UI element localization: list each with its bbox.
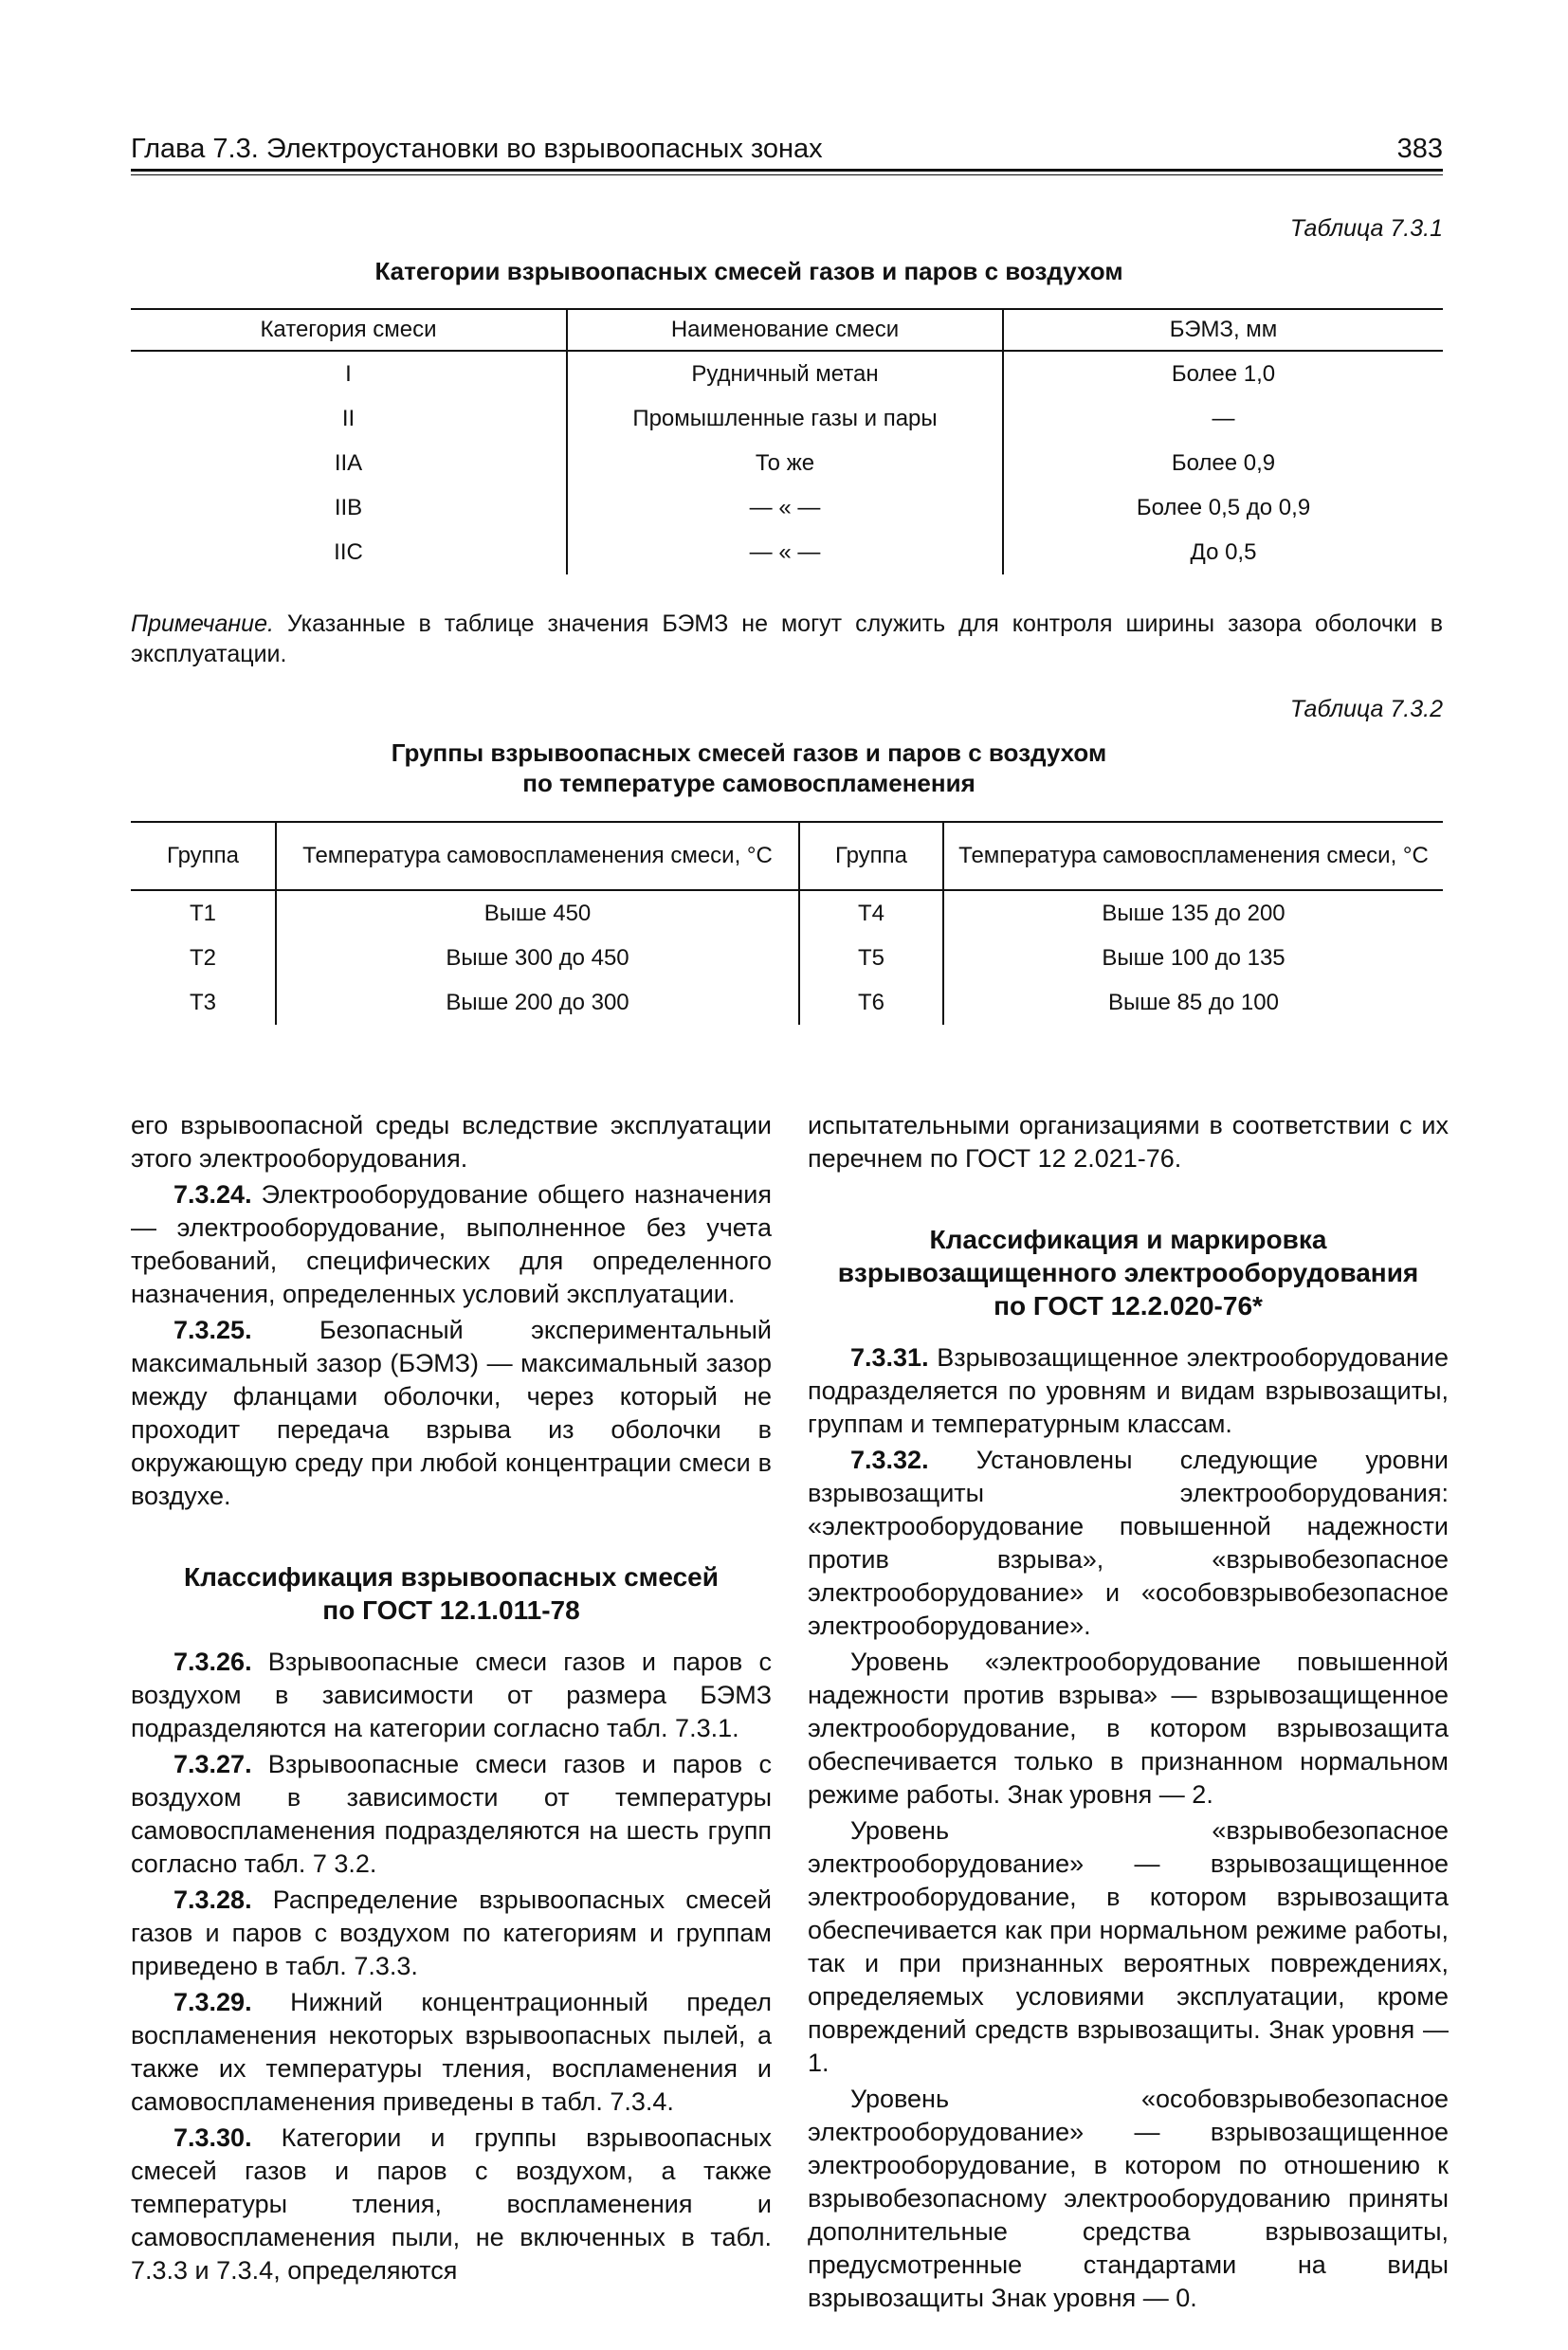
section-heading-line: по ГОСТ 12.2.020-76*	[994, 1291, 1263, 1321]
note-text: Указанные в таблице значения БЭМЗ не могут служить для контроля ширины зазора оболочки в эксплуатации.	[131, 610, 1443, 667]
running-header	[131, 133, 1443, 165]
table-cell: Выше 300 до 450	[276, 936, 799, 980]
table-2-title-line: Группы взрывоопасных смесей газов и паров с воздухом	[391, 738, 1107, 767]
table-cell: Более 0,5 до 0,9	[1003, 485, 1443, 530]
table-cell: —	[1003, 396, 1443, 441]
table-cell: T6	[799, 980, 943, 1025]
table-cell: Более 1,0	[1003, 351, 1443, 396]
paragraph	[131, 1646, 772, 1745]
paragraph	[131, 1986, 772, 2119]
table-row	[131, 441, 1443, 485]
header-rule	[131, 169, 1443, 172]
table-cell: T4	[799, 890, 943, 936]
table-cell: IIA	[334, 449, 363, 476]
table-2-title	[131, 738, 1443, 798]
section-heading	[131, 1560, 772, 1627]
table-1-col-header: БЭМЗ, мм	[1003, 309, 1443, 351]
table-cell: Выше 450	[276, 890, 799, 936]
table-cell: Выше 135 до 200	[943, 890, 1443, 936]
paragraph: испытательными организациями в соответствии с их перечнем по ГОСТ 12 2.021-76.	[808, 1111, 1449, 1173]
table-1-label: Таблица 7.3.1	[1289, 215, 1443, 242]
table-row	[131, 351, 1443, 396]
paragraph	[808, 1341, 1449, 1441]
clause-number: 7.3.29.	[173, 1988, 252, 2016]
clause-text: Электрооборудование общего назначения — электрооборудование, выполненное без учета требований, специфических для определенного назначения, определенных условий эксплуатации.	[131, 1180, 772, 1308]
section-heading-line: взрывозащищенного электрооборудования	[837, 1258, 1419, 1287]
table-2-col-header: Температура самовоспламенения смеси, °С	[943, 822, 1443, 890]
paragraph: Уровень «взрывобезопасное электрооборудование» — взрывозащищенное электрооборудование, в котором взрывозащита обеспечивается как при нормальном режиме работы, так и при признанных вероятных повреждениях, определяемых условиями эксплуатации, кроме повреждений средств взрывозащиты. Знак уровня — 1.	[808, 1816, 1449, 2077]
section-heading-line: Классификация взрывоопасных смесей	[184, 1562, 719, 1592]
table-2-col-header: Группа	[799, 822, 943, 890]
table-1-title: Категории взрывоопасных смесей газов и паров с воздухом	[374, 257, 1123, 285]
paragraph	[808, 1444, 1449, 1643]
table-cell: Рудничный метан	[567, 351, 1003, 396]
table-cell: T2	[189, 944, 216, 971]
clause-number: 7.3.26.	[173, 1648, 252, 1676]
table-1-header-row	[131, 309, 1443, 351]
clause-text: Нижний концентрационный предел воспламенения некоторых взрывоопасных пылей, а также их температуры тления, воспламенения и самовоспламенения приведены в табл. 7.3.4.	[131, 1988, 772, 2116]
clause-number: 7.3.31.	[850, 1343, 929, 1372]
paragraph	[131, 1314, 772, 1513]
table-cell: T1	[189, 900, 216, 926]
table-cell: — « —	[567, 485, 1003, 530]
clause-text: Распределение взрывоопасных смесей газов и паров с воздухом по категориям и группам приведено в табл. 7.3.3.	[131, 1885, 772, 1980]
table-cell: T3	[189, 989, 216, 1015]
clause-text: Категории и группы взрывоопасных смесей газов и паров с воздухом, а также температуры тления, воспламенения и самовоспламенения пыли, не включенных в табл. 7.3.3 и 7.3.4, определяются	[131, 2123, 772, 2285]
table-row	[131, 485, 1443, 530]
clause-text: Взрывозащищенное электрооборудование подразделяется по уровням и видам взрывозащиты, группам и температурным классам.	[808, 1343, 1449, 1438]
clause-text: Безопасный экспериментальный максимальный зазор (БЭМЗ) — максимальный зазор между фланцами оболочки, через который не проходит передача взрыва из оболочки в окружающую среду при любой концентрации смеси в воздухе.	[131, 1316, 772, 1510]
left-column	[131, 1109, 772, 2287]
table-cell: T5	[799, 936, 943, 980]
paragraph	[131, 1884, 772, 1983]
clause-number: 7.3.24.	[173, 1180, 252, 1209]
clause-number: 7.3.28.	[173, 1885, 252, 1914]
table-2	[131, 821, 1443, 1025]
header-rule-thin	[131, 174, 1443, 175]
paragraph: Уровень «особовзрывобезопасное электрооборудование» — взрывозащищенное электрооборудование, в котором по отношению к взрывобезопасному электрооборудованию приняты дополнительные средства взрывозащиты, предусмотренные стандартами на виды взрывозащиты Знак уровня — 0.	[808, 2085, 1449, 2312]
table-row	[131, 530, 1443, 574]
table-cell: Выше 100 до 135	[943, 936, 1443, 980]
paragraph	[131, 1178, 772, 1311]
table-2-col-header: Температура самовоспламенения смеси, °С	[276, 822, 799, 890]
table-row	[131, 396, 1443, 441]
table-2-col-header: Группа	[131, 822, 276, 890]
section-heading-line: по ГОСТ 12.1.011-78	[322, 1595, 580, 1625]
section-heading-line: Классификация и маркировка	[929, 1225, 1327, 1254]
table-cell: Выше 200 до 300	[276, 980, 799, 1025]
table-2-header-row	[131, 822, 1443, 890]
table-1-col-header: Наименование смеси	[567, 309, 1003, 351]
clause-number: 7.3.32.	[850, 1446, 929, 1474]
table-cell: Более 0,9	[1003, 441, 1443, 485]
table-2-label: Таблица 7.3.2	[1289, 696, 1443, 722]
chapter-title: Глава 7.3. Электроустановки во взрывоопасных зонах	[131, 134, 823, 164]
table-row	[131, 890, 1443, 936]
paragraph	[131, 2122, 772, 2287]
table-cell: IIC	[334, 538, 363, 565]
table-cell: I	[345, 360, 352, 387]
table-1	[131, 308, 1443, 574]
clause-text: Установлены следующие уровни взрывозащиты электрооборудования: «электрооборудование повышенной надежности против взрыва», «взрывобезопасное электрооборудование» и «особовзрывобезопасное электрооборудование».	[808, 1446, 1449, 1640]
paragraph: Уровень «электрооборудование повышенной надежности против взрыва» — взрывозащищенное электрооборудование, в котором взрывозащита обеспечивается только в признанном нормальном режиме работы. Знак уровня — 2.	[808, 1648, 1449, 1809]
right-column	[808, 1109, 1449, 2315]
note-label: Примечание.	[131, 610, 274, 637]
table-cell: IIB	[334, 494, 363, 520]
table-cell: То же	[567, 441, 1003, 485]
section-heading	[808, 1223, 1449, 1322]
table-row	[131, 936, 1443, 980]
table-2-title-line: по температуре самовоспламенения	[522, 769, 975, 797]
table-cell: Промышленные газы и пары	[567, 396, 1003, 441]
paragraph	[131, 1748, 772, 1881]
page-number: 383	[1396, 134, 1443, 164]
table-1-col-header: Категория смеси	[131, 309, 567, 351]
clause-number: 7.3.27.	[173, 1750, 252, 1778]
table-cell: — « —	[567, 530, 1003, 574]
clause-text: Взрывоопасные смеси газов и паров с воздухом в зависимости от температуры самовоспламенения подразделяются на шесть групп согласно табл. 7 3.2.	[131, 1750, 772, 1878]
paragraph: его взрывоопасной среды вследствие эксплуатации этого электрооборудования.	[131, 1111, 772, 1173]
clause-text: Взрывоопасные смеси газов и паров с воздухом в зависимости от размера БЭМЗ подразделяются на категории согласно табл. 7.3.1.	[131, 1648, 772, 1742]
table-cell: Выше 85 до 100	[943, 980, 1443, 1025]
table-cell: До 0,5	[1003, 530, 1443, 574]
clause-number: 7.3.30.	[173, 2123, 252, 2152]
table-row	[131, 980, 1443, 1025]
table-cell: II	[341, 405, 356, 431]
clause-number: 7.3.25.	[173, 1316, 252, 1344]
table-1-note	[131, 609, 1443, 669]
